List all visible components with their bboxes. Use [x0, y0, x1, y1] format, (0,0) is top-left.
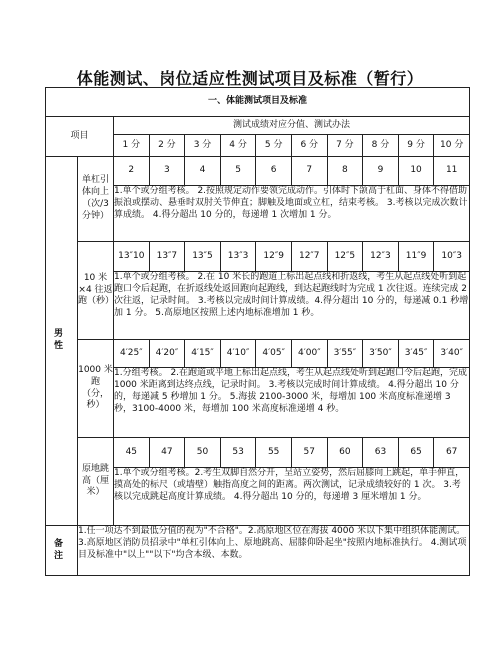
value-cell: 12″7 [291, 242, 327, 272]
value-cell: 12″5 [327, 242, 363, 272]
value-cell: 4′05″ [256, 340, 292, 368]
value-cell: 9 [363, 157, 399, 186]
value-cell: 3′40″ [434, 340, 470, 368]
value-cell: 3′55″ [327, 340, 363, 368]
score-cell: 2 分 [149, 135, 185, 157]
value-cell: 12″9 [256, 242, 292, 272]
event-name: 10 米×4 往返跑（秒） [78, 242, 114, 340]
event-name: 原地跳高（厘米） [78, 438, 114, 526]
event-name: 单杠引体向上（次/3分钟） [78, 157, 114, 242]
value-cell: 4 [185, 157, 221, 186]
item-header: 项目 [46, 117, 114, 157]
score-cell: 6 分 [291, 135, 327, 157]
event-method: 1.单个或分组考核。 2.按照规定动作要领完成动作。引体时下颌高于杠面、身体不得借助振浪或摆动、悬垂时双肘关节伸直；脚触及地面或立杠，结束考核。 3.考核以完成次数计算成绩。 4.得分超出 10 分的，每递增 1 次增加 1 分。 [114, 186, 470, 242]
document-title: 体能测试、岗位适应性测试项目及标准（暂行） [76, 69, 424, 88]
value-cell: 4′15″ [185, 340, 221, 368]
score-cell: 8 分 [363, 135, 399, 157]
event-name: 1000 米跑（分，秒） [78, 340, 114, 438]
value-cell: 12″3 [363, 242, 399, 272]
value-cell: 4′00″ [291, 340, 327, 368]
value-cell: 55 [256, 438, 292, 468]
standards-table [45, 87, 470, 576]
section-title: 一、体能测试项目及标准 [46, 88, 470, 117]
value-cell: 3 [149, 157, 185, 186]
value-cell: 13″7 [149, 242, 185, 272]
value-cell: 65 [398, 438, 434, 468]
score-cell: 3 分 [185, 135, 221, 157]
value-cell: 7 [291, 157, 327, 186]
event-method: 1.分组考核。 2.在跑道或平地上标出起点线，考生从起点线处听到起跑口令后起跑，完成 1000 米距离到达终点线，记录时间。 3.考核以完成时间计算成绩。 4.得分超出 10 分的，每递减 5 秒增加 1 分。 5.海拔 2100-3000 米，每增加 100 米高度标准递增 3 秒，3100-4000 米，每增加 100 米高度标准递增 4 秒。 [114, 368, 470, 438]
score-cell: 10 分 [434, 135, 470, 157]
value-cell: 10″3 [434, 242, 470, 272]
score-cell: 1 分 [114, 135, 150, 157]
value-cell: 63 [363, 438, 399, 468]
value-cell: 5 [220, 157, 256, 186]
value-cell: 2 [114, 157, 150, 186]
value-cell: 13″5 [185, 242, 221, 272]
score-cell: 4 分 [220, 135, 256, 157]
value-cell: 13″10 [114, 242, 150, 272]
value-cell: 13″3 [220, 242, 256, 272]
score-cell: 5 分 [256, 135, 292, 157]
value-cell: 8 [327, 157, 363, 186]
value-cell: 3′50″ [363, 340, 399, 368]
value-cell: 4′10″ [220, 340, 256, 368]
value-cell: 67 [434, 438, 470, 468]
value-cell: 11 [434, 157, 470, 186]
value-cell: 47 [149, 438, 185, 468]
value-cell: 6 [256, 157, 292, 186]
value-cell: 60 [327, 438, 363, 468]
score-cell: 7 分 [327, 135, 363, 157]
value-cell: 53 [220, 438, 256, 468]
value-cell: 57 [291, 438, 327, 468]
value-cell: 4′20″ [149, 340, 185, 368]
value-cell: 11″9 [398, 242, 434, 272]
event-method: 1.单个或分组考核。2.考生双脚自然分开，呈站立姿势，然后屈膝向上跳起，单手伸直，摸高处的标尺（或墙壁）触指高度之间的距离。两次测试，记录成绩较好的 1 次。 3.考核以完成跳起高度计算成绩。 4.得分超出 10 分的，每递增 3 厘米增加 1 分。 [114, 468, 470, 526]
notes-text: 1.任一项达不到最低分值的视为"不合格"。2.高原地区位在海拔 4000 米以下集中组织体能测试。 3.高原地区消防员招录中"单杠引体向上、原地跳高、屈膝仰卧起坐"按照内地标准执行。 4.测试项目及标准中"以上""以下"均含本级、本数。 [78, 526, 470, 576]
value-cell: 3′45″ [398, 340, 434, 368]
category-male: 男 性 [46, 157, 78, 526]
event-method: 1.单个或分组考核。 2.在 10 米长的跑道上标出起点线和折返线，考生从起点线处听到起跑口令后起跑，在折返线处返回跑向起跑线，到达起跑线时为完成 1 次往返。连续完成 2 次往返，记录时间。 3.考核以完成时间计算成绩。4.得分超出 10 分的，每递减 0.1 秒增加 1 分。 5.高原地区按照上述内地标准增加 1 秒。 [114, 272, 470, 340]
value-cell: 45 [114, 438, 150, 468]
value-cell: 10 [398, 157, 434, 186]
value-cell: 50 [185, 438, 221, 468]
score-cell: 9 分 [398, 135, 434, 157]
score-header: 测试成绩对应分值、测试办法 [114, 117, 470, 135]
value-cell: 4′25″ [114, 340, 150, 368]
notes-label: 备 注 [46, 526, 78, 576]
